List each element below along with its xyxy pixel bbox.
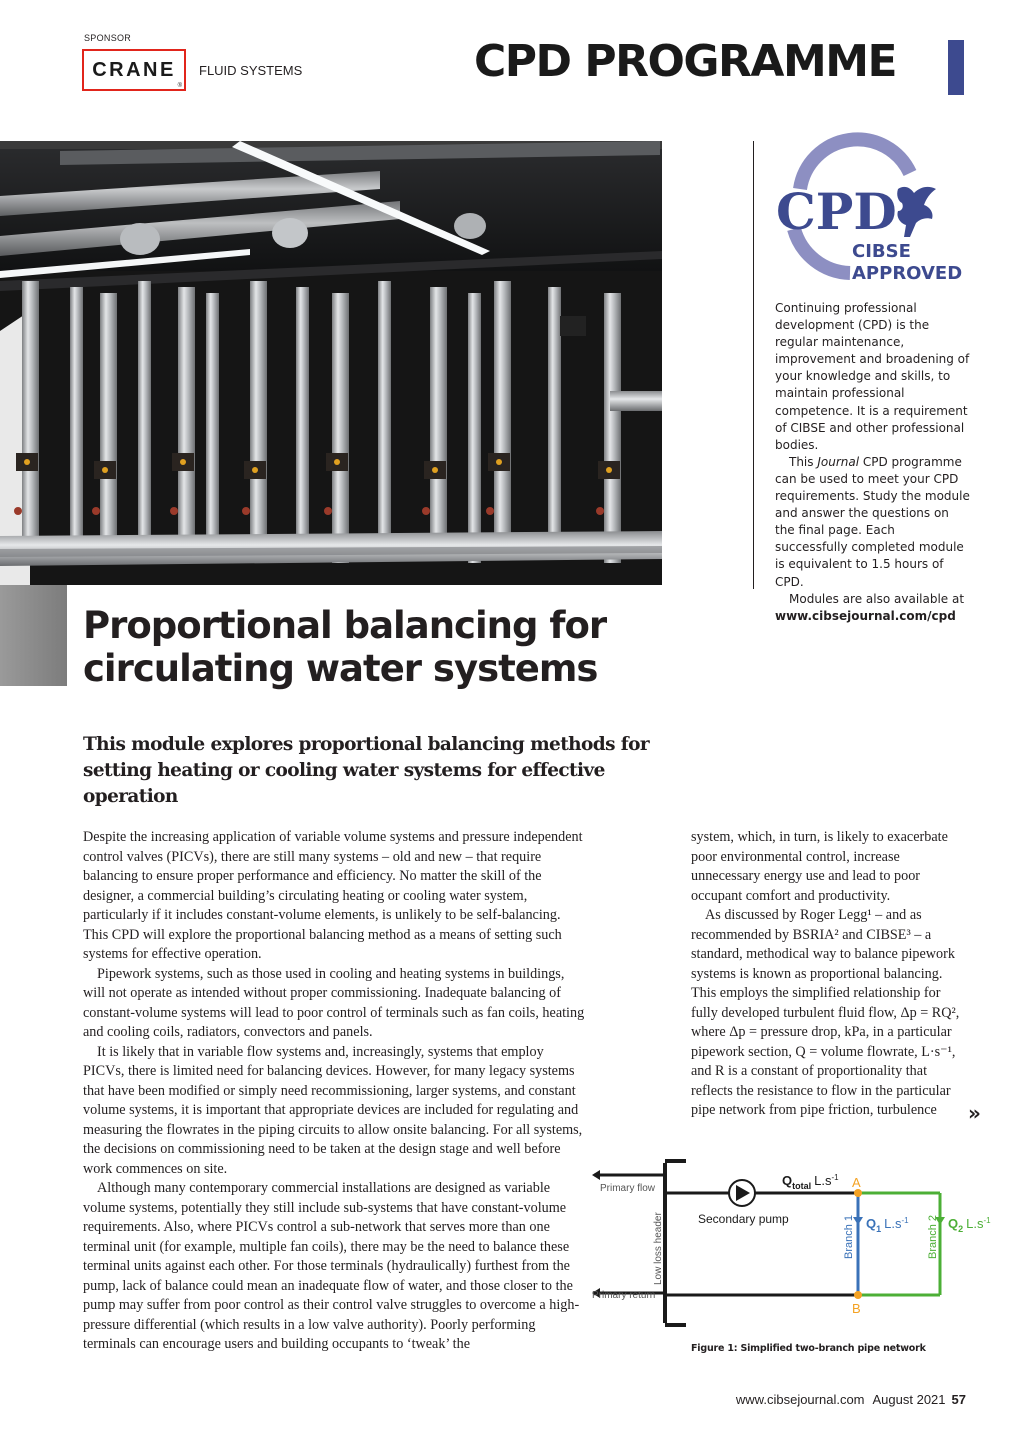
standfirst-line2: setting heating or cooling water systems for effective operation	[83, 760, 605, 807]
photo-valve-handle	[92, 507, 100, 515]
photo-valve-indicator	[24, 459, 30, 465]
cpd-intro-text	[775, 300, 970, 625]
footer-website: www.cibsejournal.com	[735, 1392, 865, 1407]
crane-logo	[82, 49, 186, 91]
q1-label: $Q_1$ $L.s^{-1}$	[866, 1216, 909, 1234]
secondary-pump-label: Secondary pump	[698, 1212, 789, 1226]
photo-riser-pipe	[548, 287, 561, 557]
q-total-label: $Q_{total}$ $L.s^{-1}$	[782, 1173, 839, 1191]
photo-riser-pipe	[250, 281, 267, 551]
article-title-line2: circulating water systems	[83, 647, 598, 690]
cpd-intro-p3: Modules are also available at	[789, 591, 965, 606]
photo-riser-pipe	[494, 281, 511, 551]
primary-flow-label: Primary flow	[600, 1183, 656, 1194]
body-paragraph: Although many contemporary commercial installations are designed as variable volume systems, potentially they still include sub-systems that have constant-volume requirements. Also, where PICVs control a sub-network that serves more than one terminal unit (for example, multiple fan coils), there may be the need to balance these terminal units against each other. For those terminals (hydraulically) furthest from the pump, lack of balance could mean an inadequate flow of water, and those closer to the pump may suffer from poor control as their control valve struggles to overcome a high-pressure differential (which results in a low valve authority). Poorly performing terminals can encourage users and building occupants to ‘tweak’ the	[83, 1180, 580, 1352]
page-footer	[736, 1392, 966, 1407]
section-title: CPD PROGRAMME	[474, 36, 897, 87]
griffin-icon	[897, 187, 936, 237]
continue-arrow-icon: »	[968, 1101, 981, 1125]
photo-valve-handle	[170, 507, 178, 515]
node-a-label: A	[852, 1175, 861, 1190]
q2-label: $Q_2$ $L.s^{-1}$	[948, 1216, 991, 1234]
photo-riser-pipe	[22, 281, 39, 551]
photo-valve-indicator	[432, 467, 438, 473]
primary-return-label: Primary return	[592, 1290, 656, 1301]
node-a-marker	[854, 1189, 862, 1197]
low-loss-header-label: Low loss header	[653, 1212, 664, 1285]
page-number: 57	[951, 1392, 966, 1407]
body-paragraph: Pipework systems, such as those used in cooling and heating systems in buildings, will not operate as intended without proper commissioning. Inadequate balancing of constant-volume systems will lead to poor control of terminals such as fan coils, heating and cooling coils, radiators, convectors and panels.	[83, 965, 585, 1040]
registered-mark: ®	[177, 83, 182, 89]
photo-riser-pipe	[178, 287, 195, 557]
photo-riser-pipe	[138, 281, 151, 551]
photo-riser-pipe	[296, 287, 309, 557]
photo-valve-indicator	[102, 467, 108, 473]
pipe-network-figure	[590, 1155, 1010, 1335]
sidebar-divider	[753, 141, 754, 589]
body-column-right	[691, 828, 969, 1121]
cpd-intro-p2-italic: Journal	[817, 454, 860, 469]
node-b-marker	[854, 1291, 862, 1299]
branch2-label: Branch 2	[927, 1214, 939, 1259]
photo-valve-handle	[242, 507, 250, 515]
photo-riser-pipe	[206, 293, 219, 563]
cpd-badge-line2: APPROVED	[852, 263, 963, 284]
article-title	[83, 604, 703, 690]
footer-date: August 2021	[872, 1392, 946, 1407]
photo-riser-pipe	[70, 287, 83, 557]
photo-riser-pipe	[100, 293, 117, 563]
photo-riser-pipe	[332, 293, 349, 563]
header-accent-bar	[948, 40, 964, 95]
cpd-intro-p2-a: This	[789, 454, 818, 469]
body-paragraph: Despite the increasing application of variable volume systems and pressure independent control valves (PICVs), there are still many systems – old and new – that require balancing to ensure proper performance and efficiency. No matter the skill of the designer, a commercial building’s circulating heating or cooling water system, particularly if it includes constant-volume elements, is unlikely to be self-balancing. This CPD will explore the proportional balancing method as a means of setting such systems for effective operation.	[83, 829, 583, 962]
photo-valve-handle	[596, 507, 604, 515]
standfirst-line1: This module explores proportional balancing methods for	[83, 734, 650, 755]
cpd-approved-badge	[770, 141, 963, 286]
cpd-intro-p1: Continuing professional development (CPD) is the regular maintenance, improvement and broadening of your knowledge and skills, to maintain professional competence. It is a requirement of CIBSE and other professional bodies.	[775, 301, 970, 452]
photo-valve-indicator	[252, 467, 258, 473]
photo-valve-handle	[486, 507, 494, 515]
cpd-intro-p2	[775, 454, 970, 591]
photo-riser-pipe	[468, 293, 481, 563]
body-column-left	[83, 828, 588, 1355]
article-standfirst	[83, 732, 663, 810]
cpd-badge-line1: CIBSE	[852, 241, 911, 262]
cpd-url-link[interactable]: www.cibsejournal.com/cpd	[775, 608, 956, 623]
body-paragraph: It is likely that in variable flow systems and, increasingly, systems that employ PICVs, there is limited need for balancing devices. However, for many legacy systems that have been modified or simply need recommissioning, larger systems, and constant volume systems, it is important that appropriate devices are included for regulating and measuring the flowrates in the piping circuits to allow onsite balancing. For all systems, the decisions on commissioning need to be taken at the design stage and well before work commences on site.	[83, 1043, 583, 1177]
photo-valve-indicator	[180, 459, 186, 465]
title-grey-block	[0, 585, 67, 686]
article-title-line1: Proportional balancing for	[83, 604, 607, 647]
sponsor-division: FLUID SYSTEMS	[199, 63, 303, 78]
node-b-label: B	[852, 1301, 861, 1316]
photo-valve-handle	[324, 507, 332, 515]
photo-riser-pipe	[430, 287, 447, 557]
photo-valve-indicator	[334, 459, 340, 465]
cpd-badge-mark: CPD	[776, 182, 897, 241]
photo-valve-indicator	[606, 467, 612, 473]
figure-caption: Figure 1: Simplified two-branch pipe network	[691, 1343, 926, 1354]
plant-room-photo	[0, 141, 662, 585]
sponsor-label: SPONSOR	[84, 33, 132, 43]
cpd-intro-p2-b: CPD programme can be used to meet your CPD requirements. Study the module and answer the questions on the final page. Each successfully completed module is equivalent to 1.5 hours of CPD.	[775, 454, 970, 589]
body-paragraph: As discussed by Roger Legg¹ – and as recommended by BSRIA² and CIBSE³ – a standard, methodical way to balance pipework systems is known as proportional balancing. This employs the simplified relationship for fully developed turbulent fluid flow, Δp = RQ², where Δp = pressure drop, kPa, in a particular pipework section, Q = volume flowrate, L·s⁻¹, and R is a constant of proportionality that reflects the resistance to flow in the particular pipe network from pipe friction, turbulence	[691, 907, 960, 1118]
photo-riser-pipe	[604, 293, 621, 563]
crane-logo-text: CRANE	[92, 58, 176, 81]
branch1-label: Branch 1	[843, 1214, 855, 1259]
body-paragraph: system, which, in turn, is likely to exacerbate poor environmental control, increase unnecessary energy use and lead to poor occupant comfort and productivity.	[691, 829, 948, 904]
photo-valve-handle	[14, 507, 22, 515]
photo-valve-indicator	[496, 459, 502, 465]
photo-riser-pipe	[378, 281, 391, 551]
photo-valve-handle	[422, 507, 430, 515]
